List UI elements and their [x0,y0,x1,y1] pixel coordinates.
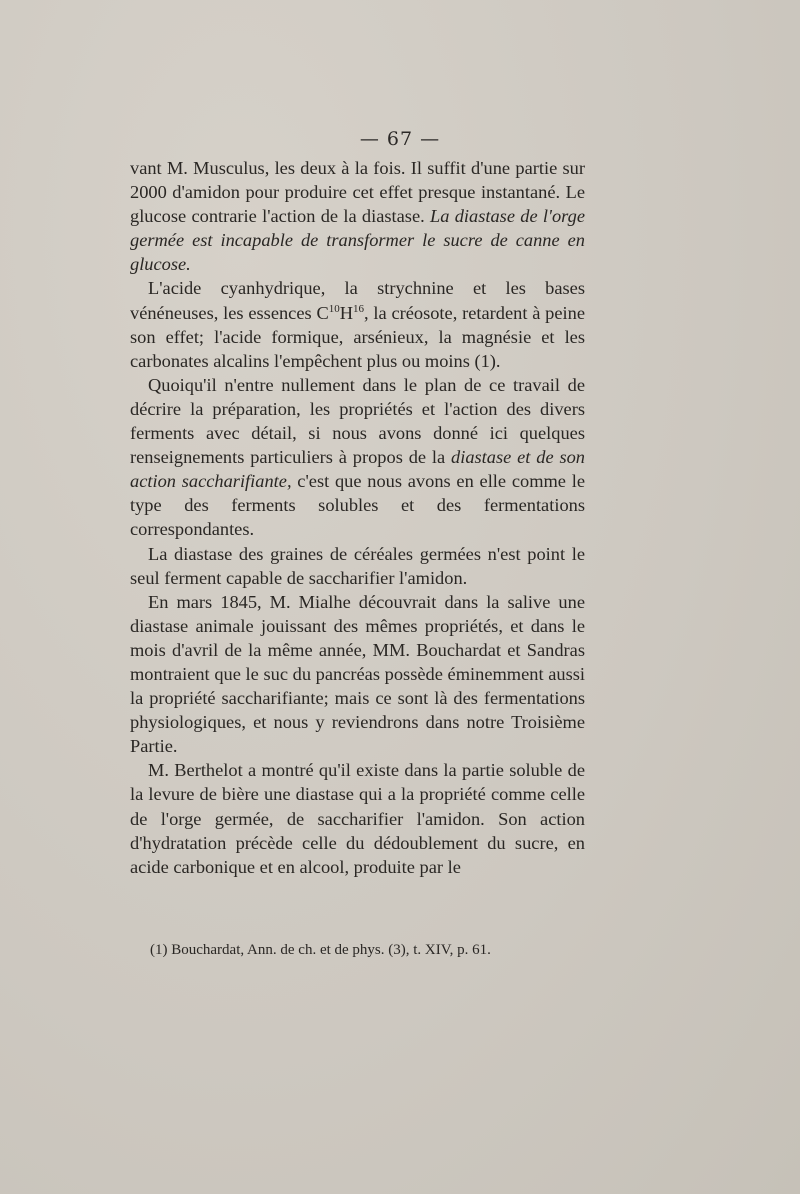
paragraph [130,276,585,372]
text-run: vant M. Musculus, les deux à la fois. Il suffit d'une partie sur 2000 d'amidon pour produire cet effet presque instantané. Le glucose contrarie l'action de la diastase. [130,158,585,227]
page-number: — 67 — [359,128,441,150]
italic-text: La diastase de l'orge germée est incapable de transformer le sucre de canne en glucose. [130,206,585,275]
paragraph [130,590,585,759]
superscript: 10 [328,302,340,315]
superscript: 16 [353,302,364,315]
paragraph [130,758,585,878]
text-run: c'est que nous avons en elle comme le type des ferments solubles et des fermentations correspondantes. [130,471,585,540]
text-run: Quoiqu'il n'entre nullement dans le plan de ce travail de décrire la préparation, les propriétés et l'action des divers ferments avec détail, si nous avons donné ici quelques renseignements particuliers à propos de la [130,374,585,468]
text-run: L'acide cyanhydrique, la strychnine et les bases vénéneuses, les essences C [130,278,585,323]
text-run: M. Berthelot a montré qu'il existe dans la partie soluble de la levure de bière une diastase qui a la propriété comme celle de l'orge germée, de saccharifier l'amidon. Son action d'hydratation précède celle du dédoublement du sucre, en acide carbonique et en alcool, produite par le [130,760,585,877]
body-text [130,156,585,879]
text-run: H [339,302,353,323]
text-run: La diastase des graines de céréales germées n'est point le seul ferment capable de saccharifier l'amidon. [130,543,585,588]
text-run: En mars 1845, M. Mialhe découvrait dans la salive une diastase animale jouissant des mêmes propriétés, et dans le mois d'avril de la même année, MM. Bouchardat et Sandras montraient que le suc du pancréas possède éminemment aussi la propriété saccharifiante; mais ce sont là des fermentations physiologiques, et nous y reviendrons dans notre Troisième Partie. [130,591,585,757]
footnote: (1) Bouchardat, Ann. de ch. et de phys. (3), t. XIV, p. 61. [150,942,491,958]
italic-text: diastase et de son action saccharifiante, [130,447,585,492]
paragraph [130,542,585,590]
text-run: , la créosote, retardent à peine son effet; l'acide formique, arsénieux, la magnésie et les carbonates alcalins l'empêchent plus ou moins (1). [130,302,585,371]
paragraph [130,373,585,542]
paragraph [130,156,585,276]
